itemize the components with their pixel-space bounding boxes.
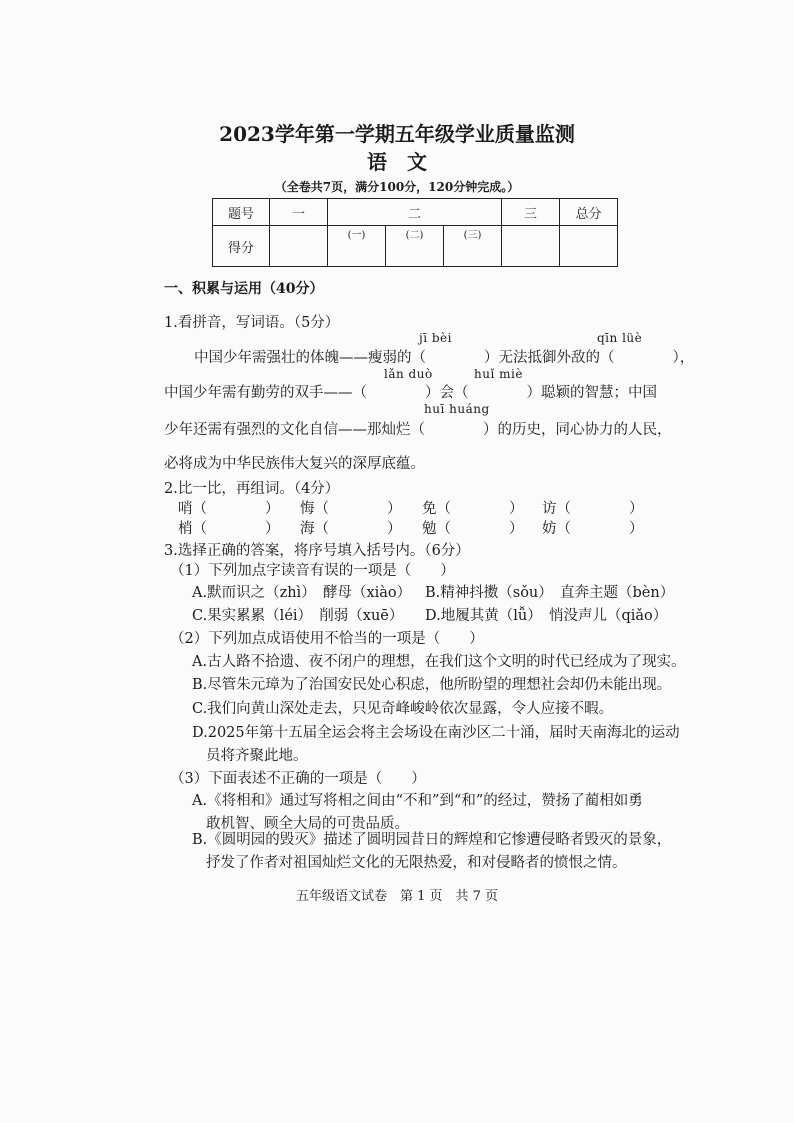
score-cell-part2-sub1 bbox=[328, 226, 386, 267]
sub-label-3: (三) bbox=[463, 230, 482, 241]
score-table-header-part3: 三 bbox=[502, 199, 560, 226]
q3-1-option-b: B.精神抖擞（sǒu） 直奔主题（bèn） bbox=[425, 585, 675, 601]
q1-pinyin-5: huī huáng bbox=[424, 402, 490, 416]
exam-note: （全卷共7页，满分100分，120分钟完成。） bbox=[274, 180, 520, 194]
q3-2-option-d-line-2: 员将齐聚此地。 bbox=[206, 748, 308, 764]
q2-item-4: 访（ ） bbox=[542, 501, 644, 517]
score-cell-part2-sub3 bbox=[444, 226, 502, 267]
score-cell-part2-sub2 bbox=[386, 226, 444, 267]
q2-title: 2.比一比，再组词。（4分） bbox=[164, 481, 340, 497]
page-footer: 五年级语文试卷 第 1 页 共 7 页 bbox=[295, 889, 499, 904]
q3-3-option-a-line-1: A.《将相和》通过写将相之间由“不和”到“和”的经过，赞扬了蔺相如勇 bbox=[192, 793, 643, 809]
q3-2-option-b: B.尽管朱元璋为了治国安民处心积虑，他所盼望的理想社会却仍未能出现。 bbox=[192, 677, 672, 693]
score-table-header-total: 总分 bbox=[560, 199, 618, 226]
q3-3-option-b-line-1: B.《圆明园的毁灭》描述了圆明园昔日的辉煌和它惨遭侵略者毁灭的景象， bbox=[192, 832, 672, 848]
q3-2-option-a: A.古人路不拾遗、夜不闭户的理想，在我们这个文明的时代已经成为了现实。 bbox=[192, 654, 686, 670]
q3-2-option-c: C.我们向黄山深处走去，只见奇峰峻岭依次显露，令人应接不暇。 bbox=[192, 701, 614, 717]
q3-2-title: （2）下列加点成语使用不恰当的一项是（ ） bbox=[170, 631, 484, 647]
q3-3-title: （3）下面表述不正确的一项是（ ） bbox=[170, 771, 426, 787]
q3-3-option-b-line-2: 抒发了作者对祖国灿烂文化的无限热爱，和对侵略者的愤恨之情。 bbox=[206, 855, 627, 871]
q2-item-5: 梢（ ） bbox=[178, 521, 280, 537]
q1-line-2: 中国少年需有勤劳的双手——（ ）会（ ）聪颖的智慧；中国 bbox=[164, 385, 657, 401]
score-table-row-label: 得分 bbox=[213, 226, 270, 267]
q3-title: 3.选择正确的答案，将序号填入括号内。（6分） bbox=[164, 543, 470, 559]
q1-line-4: 必将成为中华民族伟大复兴的深厚底蕴。 bbox=[164, 456, 425, 472]
q3-1-option-d: D.地履其黄（lǚ） 悄没声儿（qiǎo） bbox=[425, 608, 668, 624]
subject-title: 语 文 bbox=[367, 150, 427, 174]
score-table-header-label: 题号 bbox=[213, 199, 270, 226]
q1-pinyin-4: huǐ miè bbox=[474, 367, 523, 381]
q3-2-option-d-line-1: D.2025年第十五届全运会将主会场设在南沙区二十涌，届时天南海北的运动 bbox=[192, 725, 680, 741]
section1-heading: 一、积累与运用（40分） bbox=[164, 281, 324, 297]
q3-1-option-a: A.默而识之（zhì） 酵母（xiào） bbox=[192, 585, 412, 601]
q2-item-6: 海（ ） bbox=[300, 521, 402, 537]
score-table-header-part2: 二 bbox=[328, 199, 502, 226]
q1-line-3: 少年还需有强烈的文化自信——那灿烂（ ）的历史，同心协力的人民， bbox=[164, 422, 672, 438]
q1-title: 1.看拼音，写词语。（5分） bbox=[164, 315, 340, 331]
q1-pinyin-2: qīn lüè bbox=[597, 331, 643, 345]
q1-pinyin-3: lǎn duò bbox=[384, 367, 433, 381]
score-cell-part3 bbox=[502, 226, 560, 267]
score-table-header-part1: 一 bbox=[270, 199, 328, 226]
q2-item-3: 免（ ） bbox=[422, 501, 524, 517]
q2-item-1: 哨（ ） bbox=[178, 501, 280, 517]
sub-label-1: (一) bbox=[347, 230, 366, 241]
sub-label-2: (二) bbox=[405, 230, 424, 241]
q2-item-7: 勉（ ） bbox=[422, 521, 524, 537]
q2-item-8: 妨（ ） bbox=[542, 521, 644, 537]
score-cell-part1 bbox=[270, 226, 328, 267]
q3-1-title: （1）下列加点字读音有误的一项是（ ） bbox=[170, 563, 455, 579]
q2-item-2: 悔（ ） bbox=[300, 501, 402, 517]
score-cell-total bbox=[560, 226, 618, 267]
q3-1-option-c: C.果实累累（léi） 削弱（xuē） bbox=[192, 608, 404, 624]
q3-3-option-a-line-2: 敢机智、顾全大局的可贵品质。 bbox=[206, 816, 409, 832]
exam-title: 2023学年第一学期五年级学业质量监测 bbox=[219, 122, 575, 146]
q1-pinyin-1: jī bèi bbox=[419, 331, 452, 345]
score-table bbox=[212, 198, 618, 267]
q1-line-1: 中国少年需强壮的体魄——瘦弱的（ ）无法抵御外敌的（ ）， bbox=[194, 350, 695, 366]
